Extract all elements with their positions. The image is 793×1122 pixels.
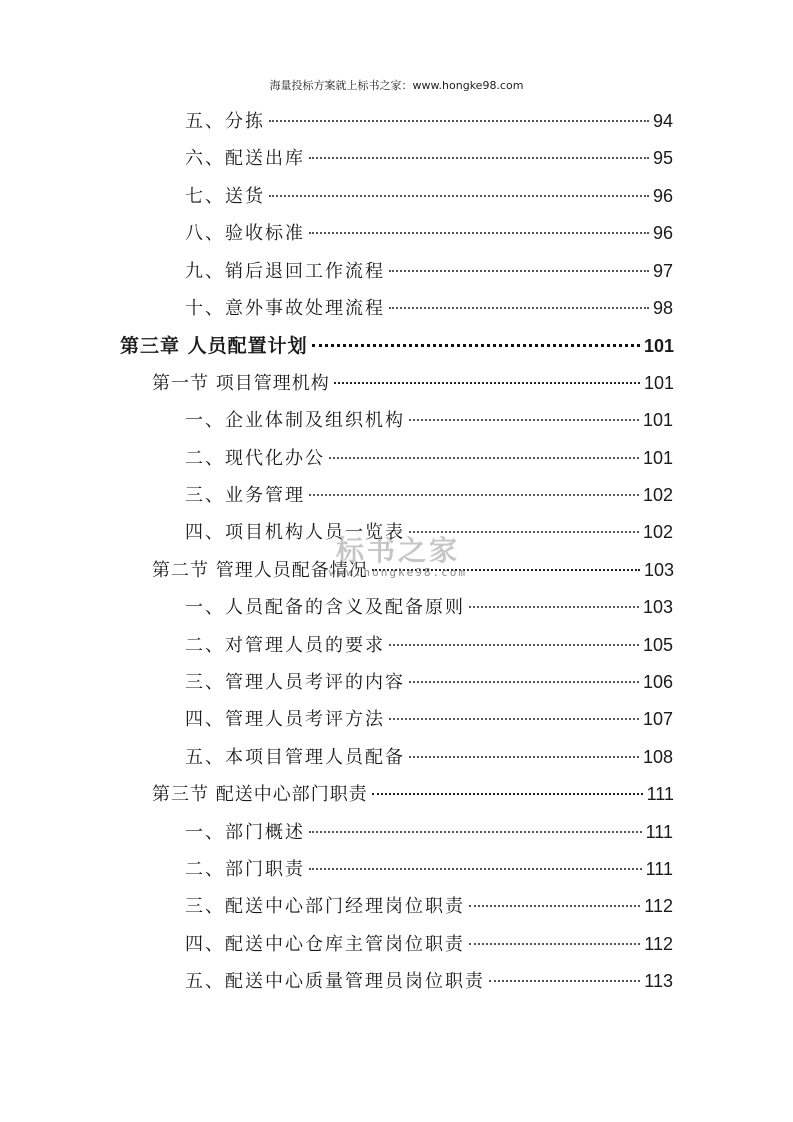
toc-entry-label: 一、部门概述 [185, 821, 305, 843]
toc-entry[interactable] [185, 705, 673, 729]
toc-entry[interactable] [185, 518, 673, 542]
toc-entry-label: 四、项目机构人员一览表 [185, 522, 405, 544]
toc-dot-leader [329, 456, 639, 459]
toc-entry[interactable] [185, 481, 673, 505]
toc-dot-leader [389, 717, 639, 720]
toc-dot-leader [389, 306, 649, 309]
toc-entry-page-number: 106 [642, 672, 673, 692]
watermark-url: www.hongke98.com [329, 566, 467, 579]
toc-entry[interactable] [185, 144, 673, 168]
toc-entry-page-number: 112 [644, 933, 673, 954]
toc-entry-page-number: 103 [642, 597, 673, 618]
toc-entry-page-number: 111 [646, 784, 674, 805]
toc-entry-label: 第二节 管理人员配备情况 [152, 559, 368, 581]
toc-entry-label: 四、配送中心仓库主管岗位职责 [185, 933, 465, 955]
toc-entry[interactable] [152, 780, 674, 804]
toc-entry-page-number: 111 [645, 859, 673, 879]
page-header: 海量投标方案就上标书之家：www.hongke98.com [269, 79, 524, 92]
toc-entry[interactable] [185, 107, 673, 131]
toc-dot-leader [372, 792, 643, 795]
toc-entry[interactable] [185, 406, 673, 430]
toc-entry[interactable] [152, 556, 674, 580]
toc-entry-page-number: 101 [642, 447, 673, 468]
toc-dot-leader [309, 867, 642, 870]
toc-entry[interactable] [185, 818, 673, 842]
toc-entry-label: 三、业务管理 [185, 485, 305, 506]
toc-entry[interactable] [185, 930, 673, 954]
toc-entry[interactable] [185, 668, 673, 692]
toc-entry-label: 五、本项目管理人员配备 [185, 746, 405, 768]
watermark-title: 标书之家 [335, 534, 460, 567]
toc-entry[interactable] [185, 593, 673, 617]
toc-entry-page-number: 94 [652, 111, 673, 131]
toc-entry-page-number: 98 [652, 298, 673, 318]
toc-entry-label: 七、送货 [185, 185, 265, 207]
toc-entry-page-number: 113 [644, 971, 673, 992]
toc-entry-page-number: 111 [645, 821, 673, 842]
toc-dot-leader [409, 530, 639, 533]
toc-entry-page-number: 108 [642, 746, 673, 767]
toc-entry-label: 第一节 项目管理机构 [152, 372, 330, 394]
toc-entry-page-number: 112 [644, 896, 673, 917]
toc-entry-label: 八、验收标准 [185, 223, 305, 245]
toc-entry-label: 四、管理人员考评方法 [185, 709, 385, 731]
toc-entry[interactable] [185, 967, 673, 991]
toc-entry-label: 九、销后退回工作流程 [185, 260, 385, 282]
toc-dot-leader [409, 680, 639, 683]
toc-entry-page-number: 97 [652, 260, 673, 281]
toc-entry[interactable] [185, 892, 673, 916]
toc-dot-leader [469, 904, 640, 907]
toc-entry[interactable] [152, 369, 674, 393]
toc-entry[interactable] [185, 631, 673, 655]
toc-entry[interactable] [185, 219, 673, 243]
toc-entry-page-number: 101 [642, 410, 673, 431]
toc-dot-leader [309, 231, 649, 234]
toc-entry-page-number: 96 [652, 185, 673, 206]
toc-entry[interactable] [185, 257, 673, 281]
toc-entry[interactable] [185, 444, 673, 468]
toc-entry[interactable] [120, 331, 674, 358]
toc-entry-label: 第三章 人员配置计划 [120, 335, 308, 358]
toc-entry-page-number: 103 [643, 559, 674, 580]
toc-entry[interactable] [185, 743, 673, 767]
toc-dot-leader [389, 269, 649, 272]
toc-entry-label: 一、企业体制及组织机构 [185, 410, 405, 432]
toc-entry-label: 五、配送中心质量管理员岗位职责 [185, 971, 485, 993]
toc-dot-leader [312, 343, 640, 347]
toc-entry-page-number: 102 [642, 522, 673, 543]
toc-entry-page-number: 102 [642, 485, 673, 505]
toc-entry-label: 三、管理人员考评的内容 [185, 672, 405, 693]
toc-entry[interactable] [185, 182, 673, 206]
toc-entry-label: 十、意外事故处理流程 [185, 298, 385, 319]
toc-entry-label: 第三节 配送中心部门职责 [152, 784, 368, 806]
toc-dot-leader [372, 568, 640, 571]
toc-dot-leader [309, 830, 642, 833]
toc-entry-page-number: 105 [642, 634, 673, 655]
toc-entry-label: 二、部门职责 [185, 859, 305, 880]
toc-dot-leader [489, 979, 640, 982]
toc-entry-label: 二、对管理人员的要求 [185, 634, 385, 656]
toc-entry-page-number: 96 [652, 223, 673, 244]
toc-dot-leader [269, 119, 649, 122]
toc-entry-label: 二、现代化办公 [185, 447, 325, 469]
toc-entry-label: 五、分拣 [185, 111, 265, 132]
toc-dot-leader [309, 156, 649, 159]
toc-entry-page-number: 107 [642, 709, 673, 730]
toc-entry[interactable] [185, 294, 673, 318]
toc-dot-leader [409, 418, 639, 421]
toc-entry-page-number: 95 [652, 148, 673, 169]
toc-entry-page-number: 101 [643, 336, 674, 357]
toc-dot-leader [269, 194, 649, 197]
toc-dot-leader [389, 643, 639, 646]
toc-dot-leader [469, 942, 640, 945]
toc-dot-leader [334, 381, 640, 384]
toc-entry[interactable] [185, 855, 673, 879]
toc-dot-leader [309, 493, 639, 496]
toc-entry-label: 六、配送出库 [185, 148, 305, 170]
toc-entry-page-number: 101 [643, 372, 674, 393]
toc-dot-leader [469, 605, 639, 608]
toc-entry-label: 三、配送中心部门经理岗位职责 [185, 896, 465, 918]
toc-entry-label: 一、人员配备的含义及配备原则 [185, 597, 465, 619]
toc-dot-leader [409, 755, 639, 758]
